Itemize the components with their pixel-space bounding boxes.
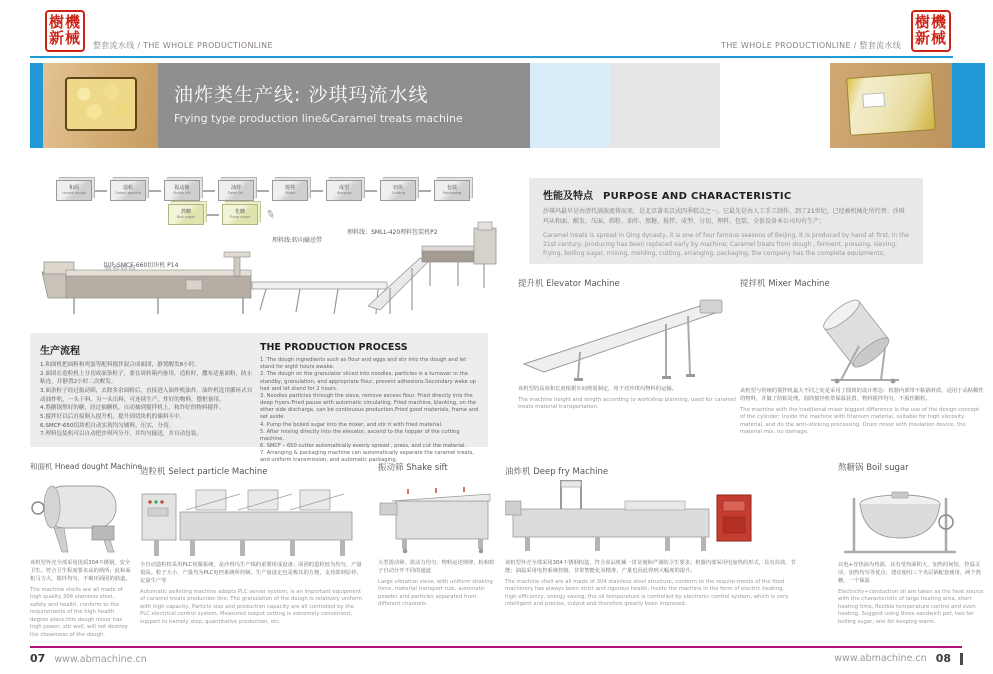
boiler-desc-en: Electricity+conduction oil are taken as the heat source with the characteristic of large heating area, short heating time, flexible temperature control and even heating. Suggest using three sandwich pot, two for boiling sugar, one for keeping warm. [838,588,984,625]
process-item-zh: 6.SMCF-650切块机自动实现均匀铺料，压实，分切。 [40,422,175,429]
line-label-packer: 理料线：SMLL-420理料包装机P2 [347,229,438,236]
elevator-description [518,386,750,412]
elevator-section-title: 提升机 Elevator Machine [518,279,620,289]
flow-substep-label-zh: 熬糖 [180,208,191,215]
kneader-machine-photo [30,476,130,556]
flow-step-label-en: Hnead dough [61,190,87,195]
production-process-panel [30,333,488,464]
flow-step-label-zh: 油炸 [230,184,241,191]
sieve-desc-zh: 大型震动筛，震动力均匀，物料运送规律，粉和粒子自动分开不同的通道 [378,560,495,574]
mixer-description [740,388,986,437]
website-link-right[interactable]: www.abmachine.cn [834,653,927,664]
process-list-zh [40,361,254,439]
banner-photo-sachima-closeup [720,63,830,148]
process-item-zh: 1.和面机把面粉和鸡蛋等配料搅拌混合成面团，静置醒发8小时。 [40,362,200,368]
flow-substep-label-zh: 化糖 [234,208,245,215]
process-item-zh: 5.搅拌好以后直接倒入提升机，提升到切块机的储料斗中。 [40,413,186,420]
flow-connector-dash [311,190,323,192]
sieve-section-title: 振动筛 Shake sift [378,463,448,473]
process-item-en: 4. Pump the boiled sugar into the mixer, and stir it with fried material. [260,421,443,428]
flow-step-label-zh: 成型 [338,184,349,191]
mixer-desc-en: The machine with the traditional mixer biggest difference is the use of the design concept of the cylinder; Inside the machine with titanium material, suitable for high viscosity material, and do the anti–sticking processing. Drum mixer with insulation device, the material mix, no damage. [740,406,980,436]
page-number-left: 07 [30,652,46,665]
boiler-section-title: 熬糖锅 Boil sugar [838,463,909,473]
flow-step-label-zh: 包装 [446,184,457,191]
boiler-description [838,562,986,626]
process-flow-steps [56,180,496,201]
banner-lightgray-block [610,63,720,148]
flow-step-label-en: Cutting [391,190,405,195]
flow-step-box [326,180,362,201]
footer-left [30,652,147,665]
sieve-machine-photo [378,477,496,555]
brand-seal-logo [45,10,85,52]
banner-right-blue-stripe [952,63,985,148]
boiler-desc-zh: 以电+导热油为热源，具有受热面积大，加热时间短，控温灵活、加热均匀等优点；建议使用三个夹层锅配套使用，两个熬糖，一个保温 [838,562,982,584]
flow-step-label-en: Mixer [285,190,295,195]
kneader-section-title: 和面机 Hnead dought Machine [30,462,142,471]
process-item-zh: 4.熬糖锅熬好的糖，经过抽糖机，自动抽到搅拌机上，和炸好的物料搅拌。 [40,405,225,412]
granulator-desc-en: Automatic pelleting machine adopts PLC server system, is an important equipment of caramel treats production line; The granulation of the dough is relatively uniform with high capacity, Particle size and production capacity are all controlled by the PLC electrical control system. Measured output setting is extremely convenient, support to namely stop, quantitative production, etc. [140,588,363,625]
kneader-description [30,560,132,639]
flow-step [218,180,272,201]
flow-connector-dash [257,190,269,192]
purpose-title-zh: 性能及特点 [543,191,593,202]
mixer-section-title: 搅拌机 Mixer Machine [740,279,830,289]
flow-step-box [380,180,416,201]
flow-connector-dash [419,190,431,192]
banner-photo-packaged-product [830,63,952,148]
page-title-en: Frying type production line&Caramel treats machine [174,112,463,125]
flow-step [380,180,434,201]
seal-row: 樹機 [914,13,947,32]
package-image [846,72,936,136]
flow-step [434,180,470,201]
sieve-desc-en: Large vibration sieve, with uniform shaking force, material transport rule, automatic powder and particles separated from different channels. [378,578,493,608]
flow-step-label-en: Packaging [442,190,462,195]
process-list-en [260,357,480,465]
flow-step [164,180,218,201]
page-title-zh: 油炸类生产线: 沙琪玛流水线 [174,84,429,106]
flow-step [110,180,164,201]
process-item-en: 1. The dough ingredients such as flour and eggs and stir into the dough and let stand for eight hours awake. [260,357,467,371]
footer-end-bar [960,653,963,665]
banner-photo-sachima-piece [43,63,158,148]
line-label-turn-conveyor: 理料线:转向输送带 [272,237,323,244]
purpose-body-zh: 沙琪玛最早是由清代满族流传而来，是北京著名京式四季糕点之一。它最先是由人工手工制作，到了21世纪，已经被机械化所代替；沙琪玛从和面、醒发、压面、筛粉、油炸、熬糖、搅拌、成型、分切、理料、包装，全套设备本公司均有生产； [543,208,905,225]
flow-substep-label-en: Evap sugar [229,214,251,219]
footer-right [834,652,963,665]
flow-step-box [218,180,254,201]
flow-step [326,180,380,201]
brand-seal-logo [911,10,951,52]
flow-step-label-en: Select particle [115,190,141,195]
process-item-en: 7. Arranging & packaging machine can automatically separate the caramel treats, and uniform transmission, and automatic packaging. [260,450,474,464]
banner-left-blue-stripe [30,63,43,148]
seal-row: 樹機 [48,13,81,32]
pencil-icon: ✎ [264,207,277,222]
process-item-zh: 2.面团在造粒机上分切成面条粒子，要在周转箱内备用，造粒时，撒布适量面粉，防止粘连，并静置2小时二次醒发。 [40,370,253,386]
process-item-en: 5. After mixing directly into the elevator, ascend to the hopper of the cutting machine. [260,428,460,442]
flow-step-label-zh: 振动筛 [174,184,190,191]
purpose-title-en: PURPOSE AND CHARACTERISTIC [603,191,792,202]
process-title-en: THE PRODUCTION PROCESS [260,342,408,353]
flow-step-label-zh: 切块 [392,184,403,191]
elevator-machine-photo [518,294,744,382]
fryer-machine-photo [505,477,755,557]
sieve-description [378,560,498,609]
process-title-zh: 生产流程 [40,346,80,357]
boiler-machine-photo [840,476,960,558]
process-column-en [260,342,480,465]
fryer-section-title: 油炸机 Deep fry Machine [505,467,609,477]
flow-step-box [434,180,470,201]
mixer-desc-zh: 该机型与传统的搅拌机最大不同之处是采用了圆筒的设计理念：机器内部带不粘锅材质，适用于高粘稠性的物料，并做了防粘处理。圆筒搅拌机带保温装置，物料搅拌均匀，不损伤颗粒。 [740,388,984,402]
flow-step [272,180,326,201]
flow-connector-dash [203,190,215,192]
fryer-desc-en: The machine shell are all made of 304 stainless steel structure, conform to the require-ments of the food machinery has always been strict and rigorous health; Inside the machine in the form of electric heating, high efficiency, energy saving; the oil temperature is controlled by electronic control system, which is very intelligent and precise, output and therefore greatly been improved. [505,578,789,608]
flow-substep-label-en: Boil sugar [177,214,195,219]
granulator-desc-zh: 全自动造粒机采用PLC伺服系统，是沙琪玛生产线的重要组成设备；面团的造粒较为均匀，产量很高。粒子大小、产量均为PLC电控系统所控制。生产量设定也是极其的方便，支持即到原停、定量生产等 [140,562,362,584]
process-item-zh: 7.理料包装机可以自动把沙琪玛分开，并均匀输送，并自动包装。 [40,431,202,438]
flow-connector-dash [95,190,107,192]
page-number-right: 08 [935,652,951,665]
elevator-desc-zh: 该机型的高度和长度根据车间规划制定，用于对沙琪玛物料的运输。 [518,386,677,392]
flow-step [56,180,110,201]
purpose-body-en: Caramel treats is spread in Qing dynasty, it is one of four famous seasons of Beijing. It is produced by hand at first, in the 21st century, producing has been replaced early by machine; Caramel treats from dough , ferment, pressing, sieving, frying, boiling sugar, mixing, molding, cutting, arranging, packaging, the company has the complete equipments; [543,232,909,258]
flow-step-label-en: Shake sift [173,190,191,195]
banner-title-band [158,63,530,148]
granulator-description [140,562,364,626]
header-divider-line [30,56,953,58]
mixer-machine-photo [795,294,925,384]
flow-step-box [164,180,200,201]
seal-row: 新械 [914,29,947,47]
purpose-panel [529,178,923,264]
fryer-description [505,560,797,609]
flow-connector-dash [365,190,377,192]
flow-step-label-en: Deep fry [228,190,244,195]
header-tagline-left: 整套流水线 / THE WHOLE PRODUCTIONLINE [93,41,273,50]
sachima-image [65,77,137,131]
flow-step-label-zh: 和面 [68,184,79,191]
flow-step-box [56,180,92,201]
granulator-machine-photo [140,478,362,560]
seal-row: 新械 [48,29,81,47]
process-item-en: 6. SMCF – 650 cutter automatically evenly spread , press, and cut the material. [260,443,467,450]
fryer-desc-zh: 该机型外壳全部采用304不锈钢构造，符合食品机械一贯苛刻和严谨的卫生要求；机器内部采用电加热的形式，具有高效、节能；油温采用电控系统控制，非常智能化及精准，产量也因此得到大幅度的提升。 [505,560,796,574]
banner-lightblue-block [530,63,610,148]
website-link-left[interactable]: www.abmachine.cn [54,654,147,665]
package-label [862,92,885,108]
flow-step-box [110,180,146,201]
flow-step-label-en: Shaping [336,190,352,195]
kneader-desc-en: The machine shells are all made of high quality 304 stainless steel, safety and health, conform to the requirements of the high health degree place;this dough mixer has high power, stir well, will not destroy the chewiness of the dough. [30,586,128,638]
kneader-desc-zh: 该机型外壳全部采用优质304不锈钢，安全卫生，符合卫生程度要求高的场所；此和面机马力大，搅拌均匀，不破坏面团的筋道。 [30,560,131,582]
line-label-cutter: 切块:SMCF-660切块机 P14 [103,262,179,269]
flow-step-label-zh: 搅拌 [284,184,295,191]
process-item-zh: 3.面条粒子经过振动筛，去除多余面粉后，直接进入油炸机油炸。油炸机选用循环式自动油炸机，一头下料，另一头出料，可连续生产。炸好的物料，摆框备用。 [40,387,253,403]
header-tagline-right: THE WHOLE PRODUCTIONLINE / 整套流水线 [721,41,901,50]
footer-divider-line [30,646,962,648]
granulator-section-title: 造粒机 Select particle Machine [140,467,268,477]
purpose-title [543,187,909,202]
process-column-zh [40,342,254,439]
flow-step-label-zh: 造粒 [122,184,133,191]
process-item-en: 3. Noodles particles through the sieve, remove excess flour. Fried directly into the deep fryers.Fried pause with automatic circulating. Fried machine, blanking, on the other side discharge, can be continuous production.Fried good materials, frame and set aside. [260,392,479,421]
flow-step-box [272,180,308,201]
elevator-desc-en: The machine height and length according to workshop planning, used for caramel treats material transportation. [518,396,736,411]
flow-connector-dash [149,190,161,192]
process-item-en: 2. The dough on the granulator sliced into noodles, particles is a turnover in the standby, granulation, and appropriate flour, prevent adhesions.Secondary wake up hair and let stand for 2 hours. [260,371,477,392]
